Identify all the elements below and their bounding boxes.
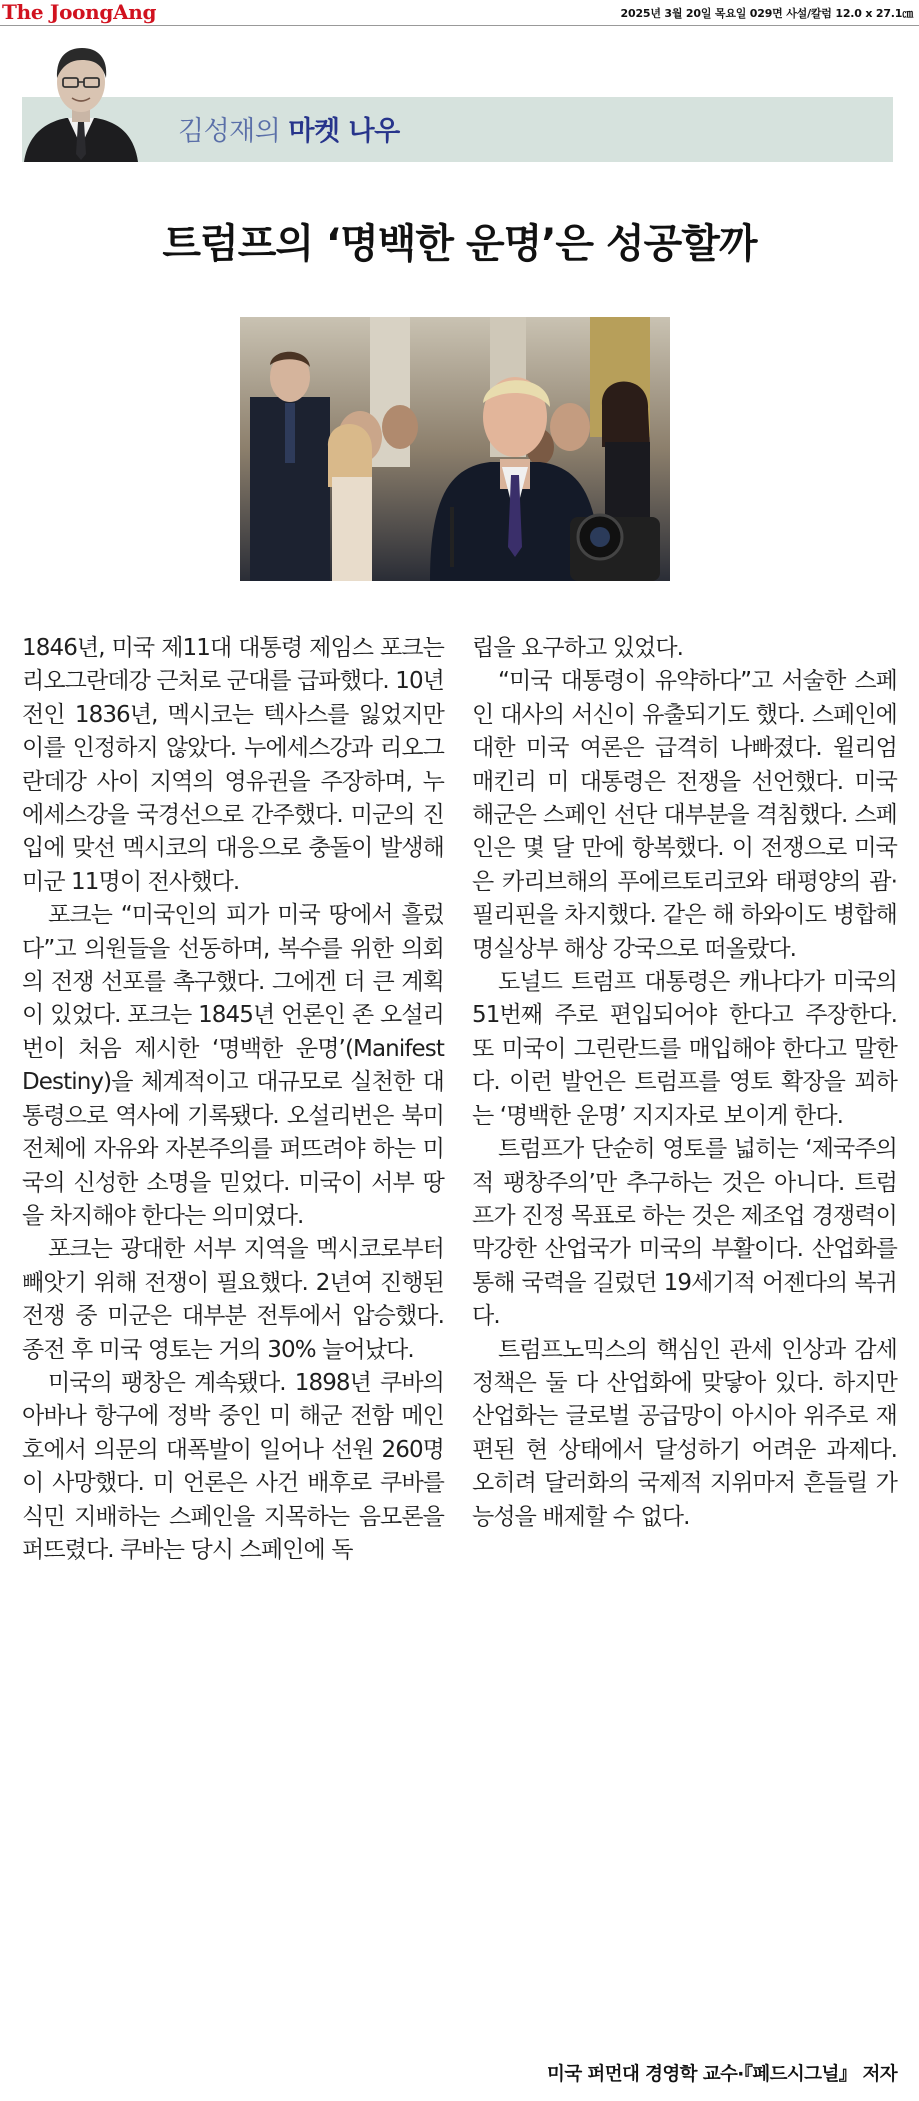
masthead-bar <box>0 0 919 26</box>
paragraph: 포크는 광대한 서부 지역을 멕시코로부터 빼앗기 위해 전쟁이 필요했다. 2년여 진행된 전쟁 중 미군은 대부분 전투에서 압승했다. 종전 후 미국 영토는 거의 30% 늘어났다. <box>22 1236 444 1363</box>
article-column-left <box>22 632 444 1567</box>
paragraph: 트럼프노믹스의 핵심인 관세 인상과 감세 정책은 둘 다 산업화에 맞닿아 있다. 하지만 산업화는 글로벌 공급망이 아시아 위주로 재편된 현 상태에서 달성하기 어려운 과제다. 오히려 달러화의 국제적 지위마저 흔들릴 가능성을 배제할 수 없다. <box>472 1336 897 1530</box>
author-portrait <box>22 34 140 162</box>
column-banner <box>22 97 893 162</box>
column-author: 김성재의 <box>178 116 289 147</box>
column-series: 마켓 나우 <box>288 116 400 147</box>
column-title <box>178 109 400 148</box>
paragraph: 도널드 트럼프 대통령은 캐나다가 미국의 51번째 주로 편입되어야 한다고 주장한다. 또 미국이 그린란드를 매입해야 한다고 말한다. 이런 발언은 트럼프를 영토 확장을 꾀하는 ‘명백한 운명’ 지지자로 보이게 한다. <box>472 969 897 1129</box>
article-column-right <box>472 632 897 1534</box>
paragraph: 미국의 팽창은 계속됐다. 1898년 쿠바의 아바나 항구에 정박 중인 미 해군 전함 메인호에서 의문의 대폭발이 일어나 선원 260명이 사망했다. 미 언론은 사건 배후로 쿠바를 식민 지배하는 스페인을 지목하는 음모론을 퍼뜨렸다. 쿠바는 당시 스페인에 독 <box>22 1369 444 1563</box>
masthead-divider <box>0 25 919 26</box>
newspaper-logo: The JoongAng <box>2 0 157 24</box>
author-byline: 미국 퍼먼대 경영학 교수·『페드시그널』 저자 <box>547 2064 897 2085</box>
paragraph: 포크는 “미국인의 피가 미국 땅에서 흘렀다”고 의원들을 선동하며, 복수를 위한 의회의 전쟁 선포를 촉구했다. 그에겐 더 큰 계획이 있었다. 포크는 1845년 언론인 존 오설리번이 처음 제시한 ‘명백한 운명’(Manifest Destiny)을 체계적이고 대규모로 실천한 대통령으로 역사에 기록됐다. 오설리번은 북미 전체에 자유와 자본주의를 퍼뜨려야 하는 미국의 신성한 소명을 믿었다. 미국이 서부 땅을 차지해야 한다는 의미였다. <box>22 902 444 1229</box>
paragraph: “미국 대통령이 유약하다”고 서술한 스페인 대사의 서신이 유출되기도 했다. 스페인에 대한 미국 여론은 급격히 나빠졌다. 윌리엄 매킨리 미 대통령은 전쟁을 선언했다. 미국 해군은 스페인 선단 대부분을 격침했다. 스페인은 몇 달 만에 항복했다. 이 전쟁으로 미국은 카리브해의 푸에르토리코와 태평양의 괌·필리핀을 차지했다. 같은 해 하와이도 병합해 명실상부 해상 강국으로 떠올랐다. <box>472 668 897 962</box>
press-photo <box>240 317 670 581</box>
issue-info: 2025년 3월 20일 목요일 029면 사설/칼럼 12.0 x 27.1㎝ <box>620 7 913 20</box>
paragraph: 1846년, 미국 제11대 대통령 제임스 포크는 리오그란데강 근처로 군대를 급파했다. 10년 전인 1836년, 멕시코는 텍사스를 잃었지만 이를 인정하지 않았다. 누에세스강과 리오그란데강 사이 지역의 영유권을 주장하며, 누에세스강을 국경선으로 간주했다. 미군의 진입에 맞선 멕시코의 대응으로 충돌이 발생해 미군 11명이 전사했다. <box>22 635 444 895</box>
headline: 트럼프의 ‘명백한 운명’은 성공할까 <box>162 221 757 267</box>
paragraph: 트럼프가 단순히 영토를 넓히는 ‘제국주의적 팽창주의’만 추구하는 것은 아니다. 트럼프가 진정 목표로 하는 것은 제조업 경쟁력이 막강한 산업국가 미국의 부활이다. 산업화를 통해 국력을 길렀던 19세기적 어젠다의 복귀다. <box>472 1136 897 1330</box>
paragraph: 립을 요구하고 있었다. <box>472 635 684 661</box>
